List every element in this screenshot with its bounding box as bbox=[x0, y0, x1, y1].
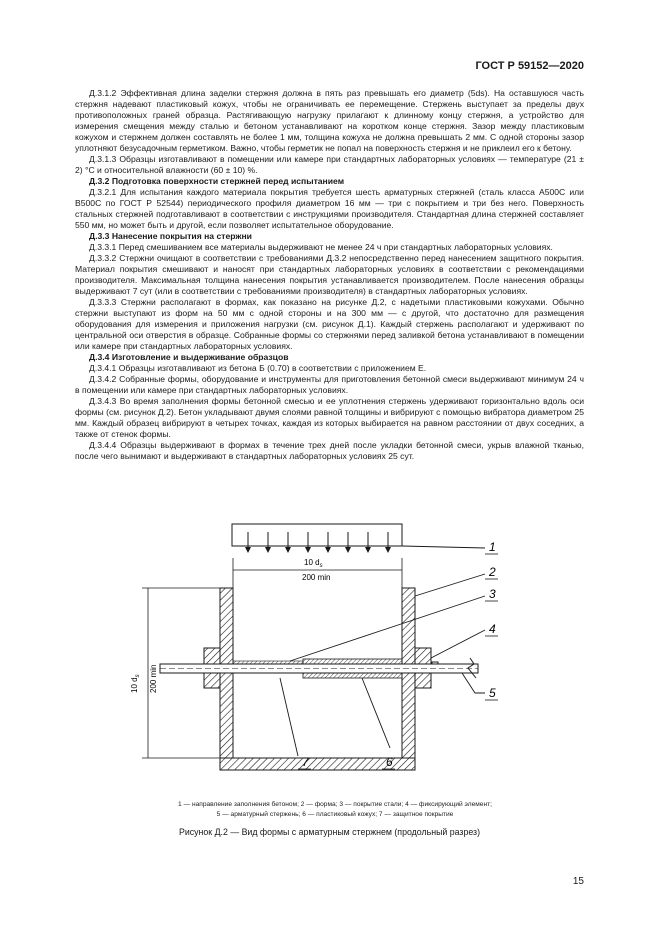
mold-diagram bbox=[90, 518, 530, 798]
figure-d2 bbox=[90, 518, 530, 803]
callout-2: 2 bbox=[489, 565, 496, 579]
filling-direction-arrows bbox=[232, 524, 402, 552]
legend-line-2: 5 — арматурный стержень; 6 — пластиковый кожух; 7 — защитное покрытие bbox=[216, 811, 454, 818]
document-header: ГОСТ Р 59152—2020 bbox=[475, 60, 584, 72]
paragraph-d3-4-3: Д.3.4.3 Во время заполнения формы бетонной смесью и ее уплотнения стержень удерживают горизонтально вдоль оси формы (см. рисунок Д.2). Бетон укладывают двумя слоями равной толщины и вибрируют с помощью вибратора диаметром 25 мм. Каждый образец вибрируют в четырех точках, каждая из которых выбирается на равном расстоянии от двух соседних, а также от стенок формы. bbox=[75, 396, 584, 439]
paragraph-d3-3-1: Д.3.3.1 Перед смешиванием все материалы выдерживают не менее 24 ч при стандартных лабораторных условиях. bbox=[89, 242, 553, 252]
paragraph-d3-2-1: Д.3.2.1 Для испытания каждого материала покрытия требуется шесть арматурных стержней (сталь класса А500С или В500С по ГОСТ Р 52544) периодического профиля диаметром 16 мм — три с покрытием и три без него. Поверхность стальных стержней подготавливают в соответствии с инструкциями производителя. Стандартная длина стержней составляет 550 мм, но может быть и другой, если позволяет испытательное оборудование. bbox=[75, 187, 584, 230]
paragraph-d3-4-2: Д.3.4.2 Собранные формы, оборудование и инструменты для приготовления бетонной смеси выдерживают минимум 24 ч в помещении или камере при стандартных лабораторных условиях. bbox=[75, 374, 584, 395]
heading-d3-2: Д.3.2 Подготовка поверхности стержней перед испытанием bbox=[89, 176, 345, 186]
paragraph-d3-4-4: Д.3.4.4 Образцы выдерживают в формах в течение трех дней после укладки бетонной смеси, укрыв влажной тканью, после чего вынимают и выдерживают в стандартных лабораторных условиях 25 сут. bbox=[75, 440, 584, 461]
paragraph-d3-3-2: Д.3.3.2 Стержни очищают в соответствии с требованиями Д.3.2 непосредственно перед нанесением защитного покрытия. Материал покрытия смешивают и наносят при стандартных лабораторных условиях в соответствии с рекомендациями производителя. Максимальная толщина нанесения покрытия устанавливается производителем. После нанесения образцы выдерживают 7 сут (или в соответствии с требованиями производителя) в стандартных лабораторных условиях. bbox=[75, 253, 584, 296]
dim-left-min: 200 min bbox=[149, 664, 158, 693]
dim-top-label: 10 $d_s$ bbox=[304, 558, 323, 569]
callout-3: 3 bbox=[489, 587, 496, 601]
paragraph-d3-4-1: Д.3.4.1 Образцы изготавливают из бетона Б (0.70) в соответствии с приложением Е. bbox=[89, 363, 427, 373]
top-dimension bbox=[233, 558, 402, 588]
dim-left-label: 10 $d_s$ bbox=[130, 674, 141, 693]
dim-top-min: 200 min bbox=[302, 573, 331, 582]
paragraph-d3-3-3: Д.3.3.3 Стержни располагают в формах, как показано на рисунке Д.2, с надетыми пластиковыми кожухами. Обычно стержни выступают из форм на 50 мм с одной стороны и на 300 мм — с другой, что достаточно для размещения оборудования для измерения и приложения нагрузки (см. рисунок Д.1). Каждый стержень располагают и удерживают по центральной оси отверстия в образце. Собранные формы со стержнями перед заливкой бетона устанавливают в помещении или камере при стандартных лабораторных условиях. bbox=[75, 297, 584, 351]
callout-5: 5 bbox=[489, 686, 496, 700]
heading-d3-3: Д.3.3 Нанесение покрытия на стержни bbox=[89, 231, 252, 241]
figure-caption: Рисунок Д.2 — Вид формы с арматурным стержнем (продольный разрез) bbox=[178, 827, 481, 837]
callout-4: 4 bbox=[489, 622, 496, 636]
legend-line-1: 1 — направление заполнения бетоном; 2 — форма; 3 — покрытие стали; 4 — фиксирующий элемент; bbox=[178, 801, 492, 808]
callout-6: 6 bbox=[386, 755, 393, 769]
body-text bbox=[75, 88, 584, 462]
heading-d3-4: Д.3.4 Изготовление и выдерживание образцов bbox=[89, 352, 289, 362]
page-number: 15 bbox=[572, 876, 584, 887]
callout-1: 1 bbox=[489, 540, 496, 554]
paragraph-d3-1-3: Д.3.1.3 Образцы изготавливают в помещении или камере при стандартных лабораторных условиях — температуре (21 ± 2) °С и относительной влажности (60 ± 10) %. bbox=[75, 154, 584, 175]
mold-form bbox=[204, 588, 438, 770]
figure-legend bbox=[105, 800, 565, 820]
callout-7: 7 bbox=[302, 755, 309, 769]
paragraph-d3-1-2: Д.3.1.2 Эффективная длина заделки стержня должна в пять раз превышать его диаметр (5ds). На оставшуюся часть стержня надевают пластиковый кожух, чтобы не ограничивать ее перемещение. Стержень выступает за пределы двух противоположных граней образца. Растягивающую нагрузку прилагают к длинному концу стержня, а устройство для измерения смещения между сталью и бетоном устанавливают на коротком конце стержня. Зазор между пластиковым кожухом и стержнем должен составлять не более 1 мм, толщина кожуха не должна превышать 2 мм. С одной стороны зазор уплотняют безусадочным герметиком. Важно, чтобы герметик не попал на поверхность стержня и не приклеил его к бетону. bbox=[75, 88, 584, 153]
